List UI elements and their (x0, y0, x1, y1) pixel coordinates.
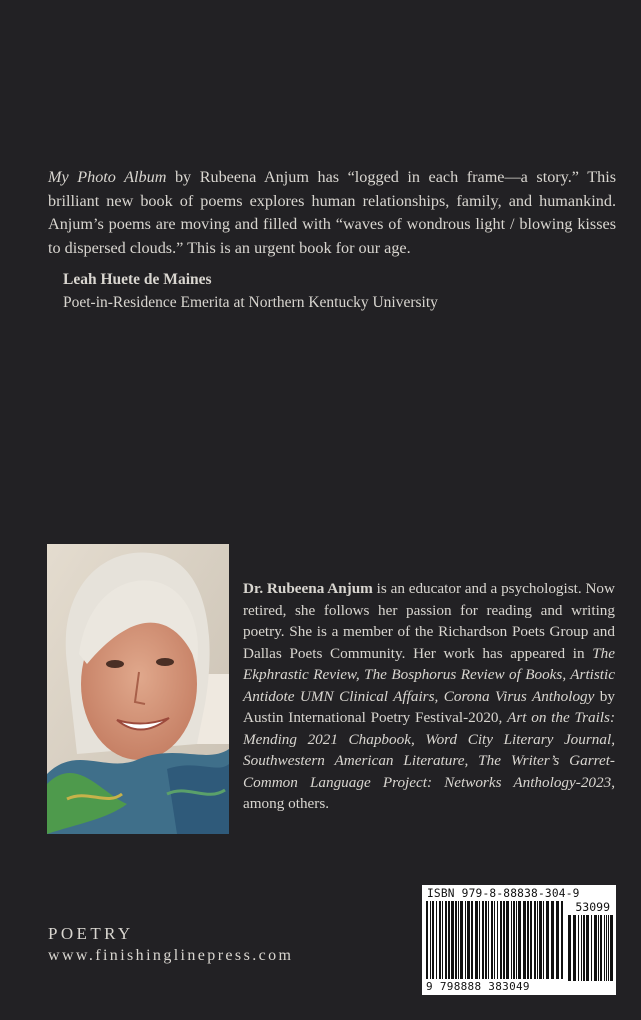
barcode-bar (491, 901, 493, 979)
barcode-bar (551, 901, 554, 979)
bio-text-3: , among others. (243, 773, 615, 812)
barcode-bar (475, 901, 478, 979)
barcode-bar (445, 901, 447, 979)
barcode-bar (506, 901, 509, 979)
barcode-bar (482, 901, 484, 979)
barcode-bar (600, 915, 602, 981)
barcode-bar (568, 915, 571, 981)
barcode-bar (604, 915, 605, 981)
ean-number: 9 798888 383049 (426, 980, 530, 993)
barcode-bar (543, 901, 544, 979)
barcode-bar (426, 901, 428, 979)
barcode-bar (455, 901, 457, 979)
barcode-bar (598, 915, 599, 981)
barcode-bar (606, 915, 607, 981)
bio-publications-2: Art on the Trails: Mending 2021 Chapbook, Word City Literary Journal, Southwestern American Literature, The Writer’s Garret-Common Language Project: Networks Anthology-2023 (243, 709, 615, 791)
barcode-bar (594, 915, 597, 981)
genre-label: POETRY (48, 924, 134, 943)
barcode-bar (608, 915, 609, 981)
barcode-bar (537, 901, 538, 979)
barcode-bar (430, 901, 431, 979)
publisher-website: www.finishinglinepress.com (48, 947, 294, 964)
barcode-bar (561, 901, 563, 979)
barcode-bar (497, 901, 498, 979)
barcode-bar (546, 901, 549, 979)
bio-publications-1: The Ekphrastic Review, The Bosphorus Review of Books, Artistic Antidote UMN Clinical Affairs, Corona Virus Anthology (243, 644, 615, 705)
barcode-bar (479, 901, 480, 979)
barcode-bar (518, 901, 521, 979)
barcode-bar (581, 915, 582, 981)
barcode-bar (439, 901, 441, 979)
addon-bars (568, 915, 614, 981)
ean-bars (426, 901, 566, 983)
barcode-bar (458, 901, 459, 979)
bio-text-2: by Austin International Poetry Festival-2020, (243, 687, 615, 726)
barcode-bar (534, 901, 536, 979)
barcode-bar (539, 901, 542, 979)
bio-name: Dr. Rubeena Anjum (243, 580, 373, 597)
barcode-bar (523, 901, 526, 979)
barcode-bar (556, 901, 559, 979)
barcode-bar (578, 915, 579, 981)
blurb-text: by Rubeena Anjum has “logged in each frame—a story.” This brilliant new book of poems explores human relationships, family, and humankind. Anjum’s poems are moving and filled with “waves of wondrous light / blowing kisses to dispersed clouds.” This is an urgent book for our age. (48, 168, 616, 257)
barcode-bar (467, 901, 470, 979)
barcode-bar (485, 901, 487, 979)
barcode-bar (610, 915, 613, 981)
barcode-bar (583, 915, 585, 981)
barcode-bar (471, 901, 473, 979)
barcode-bar (442, 901, 443, 979)
barcode-bar (465, 901, 466, 979)
barcode-bar (511, 901, 512, 979)
author-bio (243, 578, 615, 815)
attribution (63, 268, 438, 314)
barcode-bar (451, 901, 454, 979)
author-photo (47, 544, 229, 834)
barcode-bar (432, 901, 434, 979)
barcode-bar (500, 901, 502, 979)
barcode-bar (530, 901, 532, 979)
attribution-role: Poet-in-Residence Emerita at Northern Kentucky University (63, 294, 438, 311)
barcode-bar (573, 915, 576, 981)
barcode-bar (527, 901, 529, 979)
bio-text-1: is an educator and a psychologist. Now retired, she follows her passion for reading and writing poetry. She is a member of the Richardson Poets Group and Dallas Poets Community. Her work has appeared in (243, 580, 615, 662)
barcode-bar (448, 901, 450, 979)
barcode-bar (488, 901, 489, 979)
barcode-bar (436, 901, 437, 979)
barcode-bar (513, 901, 515, 979)
barcode-bar (586, 915, 589, 981)
blurb (48, 166, 616, 260)
book-title: My Photo Album (48, 168, 167, 186)
barcode-bar (494, 901, 495, 979)
barcode-bar (503, 901, 505, 979)
price-addon-number: 53099 (575, 900, 610, 914)
barcode-bar (460, 901, 463, 979)
barcode-bar (516, 901, 517, 979)
isbn-label: ISBN 979-8-88838-304-9 (427, 887, 580, 900)
isbn-barcode (422, 885, 616, 995)
barcode-bar (591, 915, 592, 981)
attribution-name: Leah Huete de Maines (63, 271, 212, 288)
